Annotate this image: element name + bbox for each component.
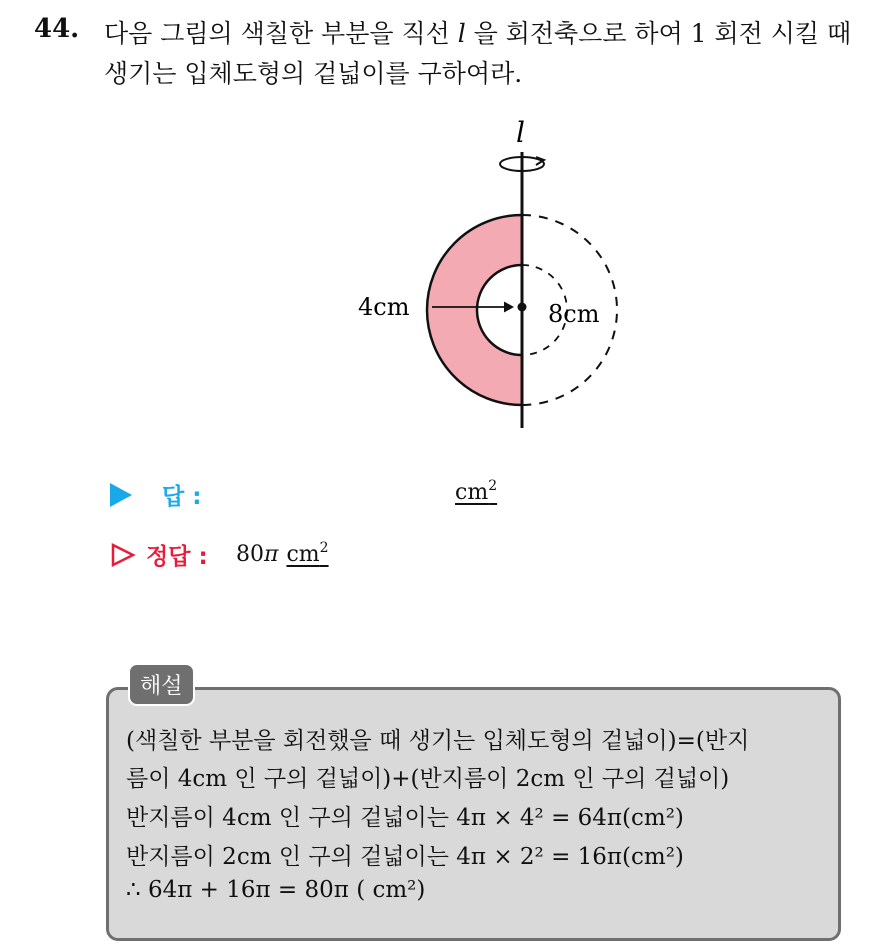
play-triangle-icon [110,483,132,507]
question-text [104,14,874,94]
axis-label: l [516,116,525,149]
radius-arrow-head [504,302,513,312]
solution-line-1: (색칠한 부분을 회전했을 때 생기는 입체도형의 겉넓이)=(반지 [126,728,750,754]
answer-unit: $cm^2$ [455,478,498,505]
solution-line-3: 반지름이 4cm 인 구의 겉넓이는 4π × 4² = 64π(cm²) [126,805,684,831]
solution-line-5: ∴ 64π + 16π = 80π ( cm²) [126,877,426,903]
correct-row [110,538,208,571]
center-point [518,303,527,312]
solution-line-2: 름이 4cm 인 구의 겉넓이)+(반지름이 2cm 인 구의 겉넓이) [126,766,730,792]
axis-variable: l [457,19,466,48]
question-line2: 생기는 입체도형의 겉넓이를 구하여라. [104,59,523,88]
triangle-outline-icon [110,542,136,568]
answer-label: 답 : [162,484,202,510]
inner-label: 4cm [358,293,410,321]
rotation-figure [340,110,640,440]
outer-label: 8cm [548,300,600,328]
question-line1-after: 을 회전축으로 하여 1 회전 시킬 때 [465,19,852,48]
correct-value: 80π $cm^2$ [236,540,329,567]
question-line1-before: 다음 그림의 색칠한 부분을 직선 [104,19,458,48]
solution-tag: 해설 [128,663,195,706]
question-number: 44. [34,14,80,44]
correct-label: 정답 : [146,544,208,570]
answer-row [110,478,201,511]
solution-line-4: 반지름이 2cm 인 구의 겉넓이는 4π × 2² = 16π(cm²) [126,844,684,870]
